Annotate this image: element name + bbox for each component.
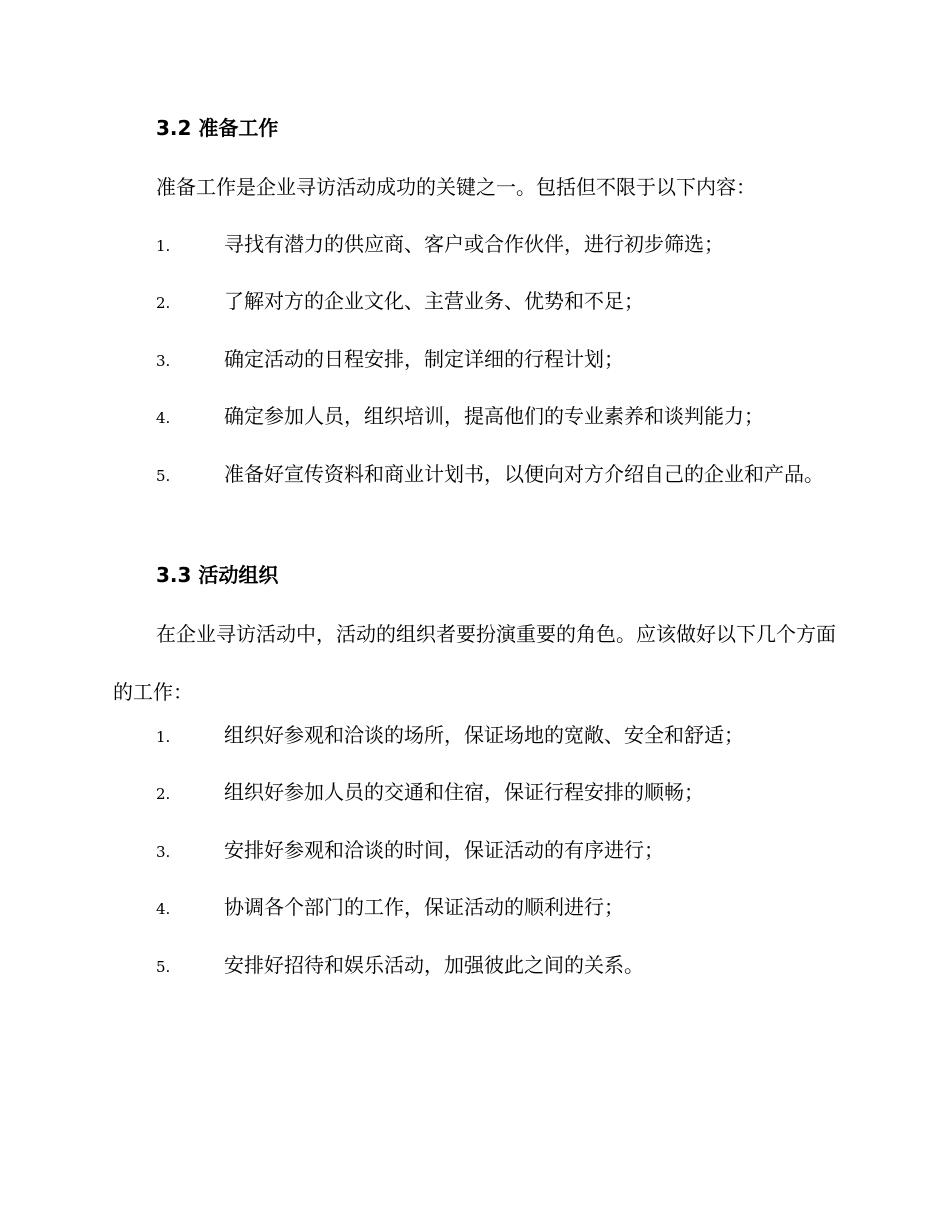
list-item (113, 821, 837, 881)
list-item (113, 706, 837, 766)
list-number: 5. (156, 958, 171, 976)
list-number: 4. (156, 409, 171, 427)
list-number: 1. (156, 237, 171, 255)
list-number: 5. (156, 467, 171, 485)
list-text: 安排好招待和娱乐活动，加强彼此之间的关系。 (224, 953, 644, 977)
list-text: 组织好参加人员的交通和住宿，保证行程安排的顺畅； (224, 780, 704, 804)
section-intro: 准备工作是企业寻访活动成功的关键之一。包括但不限于以下内容： (156, 175, 756, 199)
list-item (113, 763, 837, 823)
list-number: 3. (156, 352, 171, 370)
list-number: 1. (156, 728, 171, 746)
list-item (113, 878, 837, 938)
list-text: 组织好参观和洽谈的场所，保证场地的宽敞、安全和舒适； (224, 723, 744, 747)
list-text: 确定活动的日程安排，制定详细的行程计划； (224, 347, 624, 371)
list-text: 协调各个部门的工作，保证活动的顺利进行； (224, 895, 624, 919)
list-text: 安排好参观和洽谈的时间，保证活动的有序进行； (224, 838, 664, 862)
list-item (113, 387, 837, 447)
list-item (113, 936, 837, 996)
list-text: 准备好宣传资料和商业计划书，以便向对方介绍自己的企业和产品。 (224, 462, 824, 486)
list-item (113, 215, 837, 275)
section-heading: 3.2 准备工作 (156, 116, 279, 140)
section-intro: 在企业寻访活动中，活动的组织者要扮演重要的角色。应该做好以下几个方面的工作： (113, 622, 836, 704)
list-item (113, 330, 837, 390)
list-number: 3. (156, 843, 171, 861)
list-number: 2. (156, 785, 171, 803)
list-item (113, 272, 837, 332)
list-text: 确定参加人员，组织培训，提高他们的专业素养和谈判能力； (224, 404, 764, 428)
section-heading: 3.3 活动组织 (156, 563, 279, 587)
list-number: 2. (156, 294, 171, 312)
list-item (113, 445, 837, 505)
list-text: 寻找有潜力的供应商、客户或合作伙伴，进行初步筛选； (224, 232, 724, 256)
list-text: 了解对方的企业文化、主营业务、优势和不足； (224, 289, 644, 313)
list-number: 4. (156, 900, 171, 918)
